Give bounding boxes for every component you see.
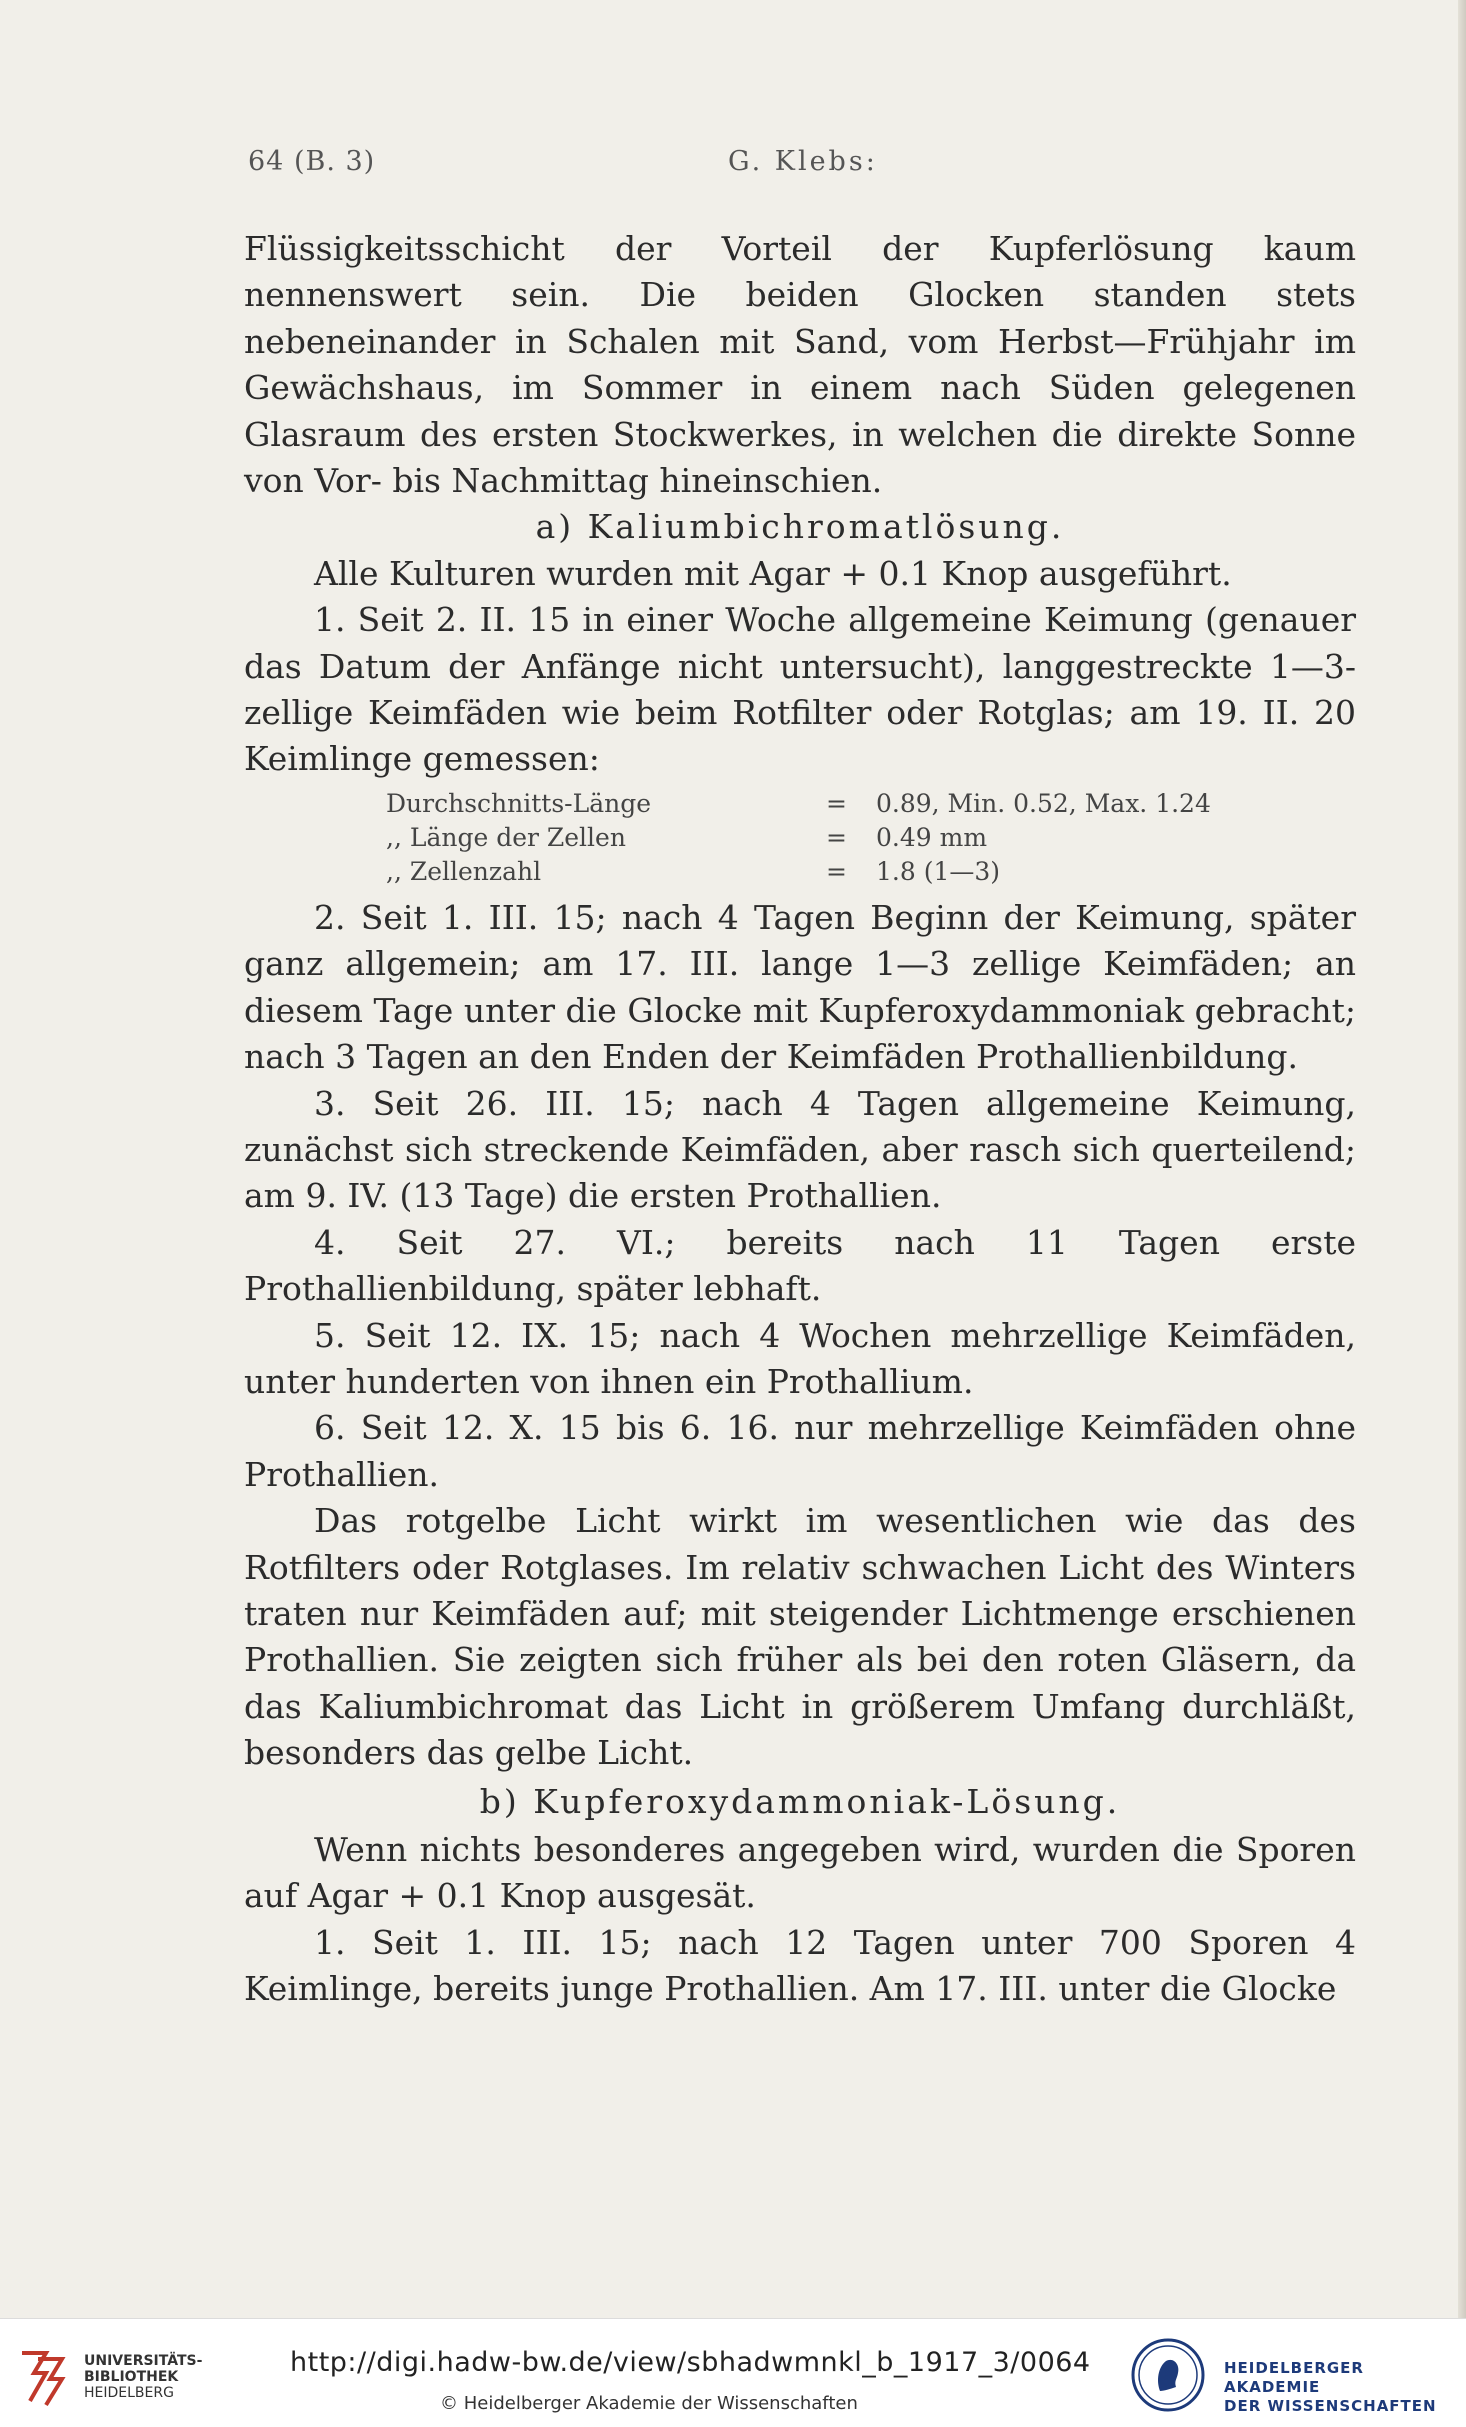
running-header [248,146,1358,186]
copyright-notice: © Heidelberger Akademie der Wissenschaften [440,2393,858,2414]
library-line: HEIDELBERG [84,2385,174,2401]
academy-seal-icon[interactable] [1130,2337,1206,2413]
measurement-table [386,787,1211,889]
page-edge-shadow [1458,0,1466,2318]
library-line: UNIVERSITÄTS- [84,2353,203,2369]
measure-label: ,, Zellenzahl [386,856,542,886]
list-item: 6. Seit 12. X. 15 bis 6. 16. nur mehrzellige Keimfäden ohne Prothallien. [244,1408,1356,1494]
measure-value: 1.8 (1—3) [876,856,1001,886]
list-item: 5. Seit 12. IX. 15; nach 4 Wochen mehrzellige Keimfäden, unter hunderten von ihnen ein Prothallium. [244,1315,1356,1401]
table-row [386,821,1211,855]
footer-bar [0,2318,1466,2427]
measure-label: Durchschnitts-Länge [386,788,652,818]
academy-line: HEIDELBERGER AKADEMIE [1224,2359,1364,2396]
measure-equals: = [826,788,847,818]
measure-value: 0.89, Min. 0.52, Max. 1.24 [876,788,1211,818]
list-item: 1. Seit 1. III. 15; nach 12 Tagen unter 700 Sporen 4 Keimlinge, bereits junge Prothallien. Am 17. III. unter die Glocke [244,1922,1356,2009]
running-header-author: G. Klebs: [728,146,878,177]
academy-line: DER WISSENSCHAFTEN [1224,2397,1437,2415]
body-text [244,226,1356,2013]
measure-equals: = [826,822,847,852]
measure-label: ,, Länge der Zellen [386,822,626,852]
library-name [84,2353,224,2401]
measure-value: 0.49 mm [876,822,988,852]
list-item: 2. Seit 1. III. 15; nach 4 Tagen Beginn der Keimung, später ganz allgemein; am 17. III. lange 1—3 zellige Keimfäden; an diesem Tage unter die Glocke mit Kupferoxydammoniak gebracht; nach 3 Tagen an den Enden der Keimfäden Prothallienbildung. [244,897,1356,1077]
section-heading-b: b) Kupferoxydammoniak-Lösung. [479,1781,1121,1821]
university-library-logo-icon[interactable] [16,2345,70,2409]
paragraph: Flüssigkeitsschicht der Vorteil der Kupferlösung kaum nennenswert sein. Die beiden Glocken standen stets nebeneinander in Schalen mit Sand, vom Herbst—Frühjahr im Gewächshaus, im Sommer in einem nach Süden gelegenen Glasraum des ersten Stockwerkes, in welchen die direkte Sonne von Vor- bis Nachmittag hineinschien. [244,229,1356,501]
list-item: 1. Seit 2. II. 15 in einer Woche allgemeine Keimung (genauer das Datum der Anfänge nicht untersucht), langgestreckte 1—3-zellige Keimfäden wie beim Rotfilter oder Rotglas; am 19. II. 20 Keimlinge gemessen: [244,600,1356,779]
measure-equals: = [826,856,847,886]
paragraph: Wenn nichts besonderes angegeben wird, wurden die Sporen auf Agar + 0.1 Knop ausgesät. [244,1830,1356,1916]
section-heading-a: a) Kaliumbichromatlösung. [535,507,1065,547]
table-row [386,855,1211,889]
permalink-url[interactable]: http://digi.hadw-bw.de/view/sbhadwmnkl_b_1917_3/0064 [290,2347,1091,2378]
academy-name [1224,2359,1460,2416]
page-number: 64 (B. 3) [248,146,376,177]
paragraph: Das rotgelbe Licht wirkt im wesentlichen wie das des Rotfilters oder Rotglases. Im relativ schwachen Licht des Winters traten nur Keimfäden auf; mit steigender Lichtmenge erschienen Prothallien. Sie zeigten sich früher als bei den roten Gläsern, da das Kaliumbichromat das Licht in größerem Umfang durchläßt, besonders das gelbe Licht. [244,1501,1356,1773]
list-item: 4. Seit 27. VI.; bereits nach 11 Tagen erste Prothallienbildung, später lebhaft. [244,1222,1356,1309]
paragraph: Alle Kulturen wurden mit Agar + 0.1 Knop ausgeführt. [314,553,1232,593]
table-row [386,787,1211,821]
list-item: 3. Seit 26. III. 15; nach 4 Tagen allgemeine Keimung, zunächst sich streckende Keimfäden, aber rasch sich querteilend; am 9. IV. (13 Tage) die ersten Prothallien. [244,1083,1356,1216]
library-line: BIBLIOTHEK [84,2369,179,2385]
